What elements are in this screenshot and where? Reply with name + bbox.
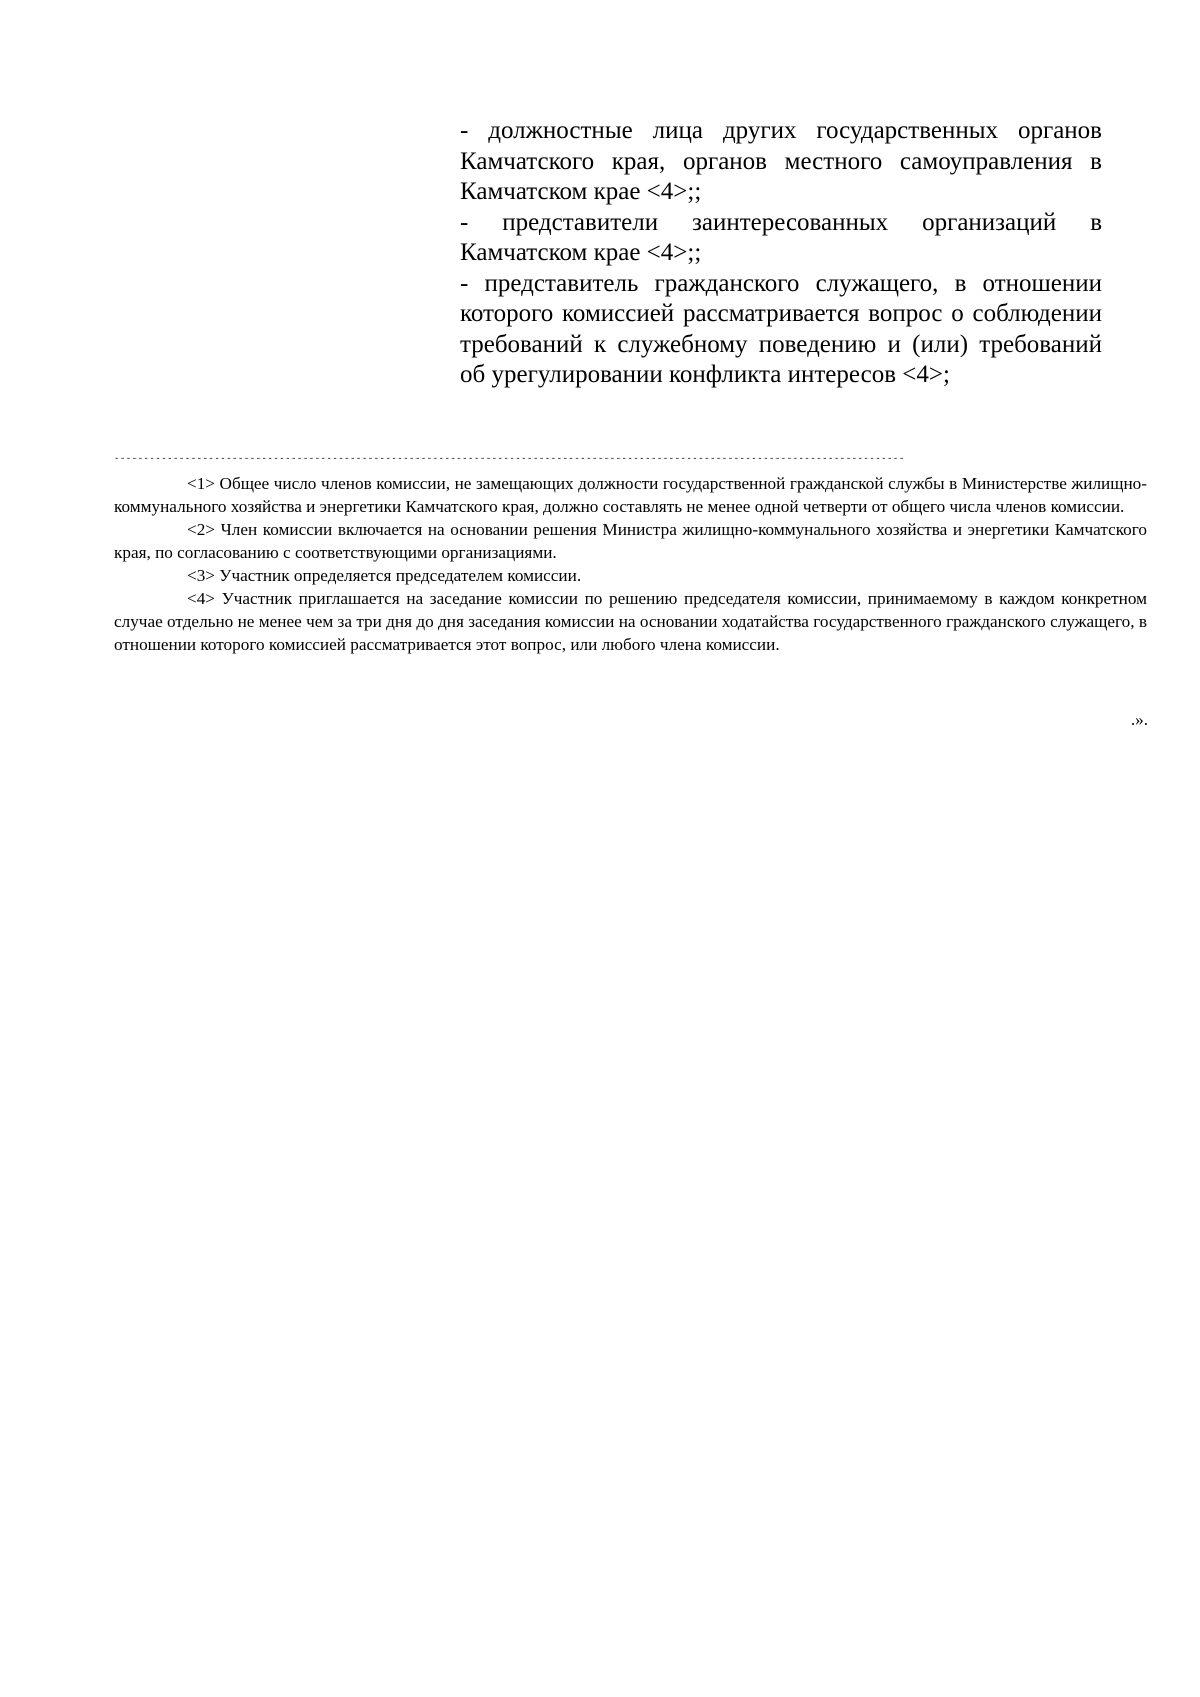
footnotes-section — [114, 473, 1147, 657]
participant-item-representatives: - представители заинтересованных организаций в Камчатском крае <4>;; — [460, 208, 1102, 266]
footnote-2: <2> Член комиссии включается на основании решения Министра жилищно-коммунального хозяйства и энергетики Камчатского края, по согласованию с соответствующими организациями. — [114, 520, 1147, 562]
participant-item-officials: - должностные лица других государственных органов Камчатского края, органов местного самоуправления в Камчатском крае <4>;; — [460, 117, 1102, 205]
footnote-3: <3> Участник определяется председателем комиссии. — [187, 566, 582, 586]
closing-quote-mark: .». — [1130, 710, 1148, 729]
footnote-1: <1> Общее число членов комиссии, не замещающих должности государственной гражданской службы в Министерстве жилищно-коммунального хозяйства и энергетики Камчатского края, должно составлять не менее одной четверти от общего числа членов комиссии. — [114, 474, 1147, 516]
footnote-separator: -------------------------------------------------------------------------------------------------------------------------------------- — [114, 454, 905, 464]
footnote-4: <4> Участник приглашается на заседание комиссии по решению председателя комиссии, принимаемому в каждом конкретном случае отдельно не менее чем за три дня до дня заседания комиссии на основании ходатайства государственного гражданского служащего, в отношении которого комиссией рассматривается этот вопрос, или любого члена комиссии. — [114, 589, 1147, 655]
participants-list — [460, 116, 1102, 391]
participant-item-civil-servant-representative: - представитель гражданского служащего, в отношении которого комиссией рассматривается вопрос о соблюдении требований к служебному поведению и (или) требований об урегулировании конфликта интересов <4>; — [460, 269, 1102, 388]
